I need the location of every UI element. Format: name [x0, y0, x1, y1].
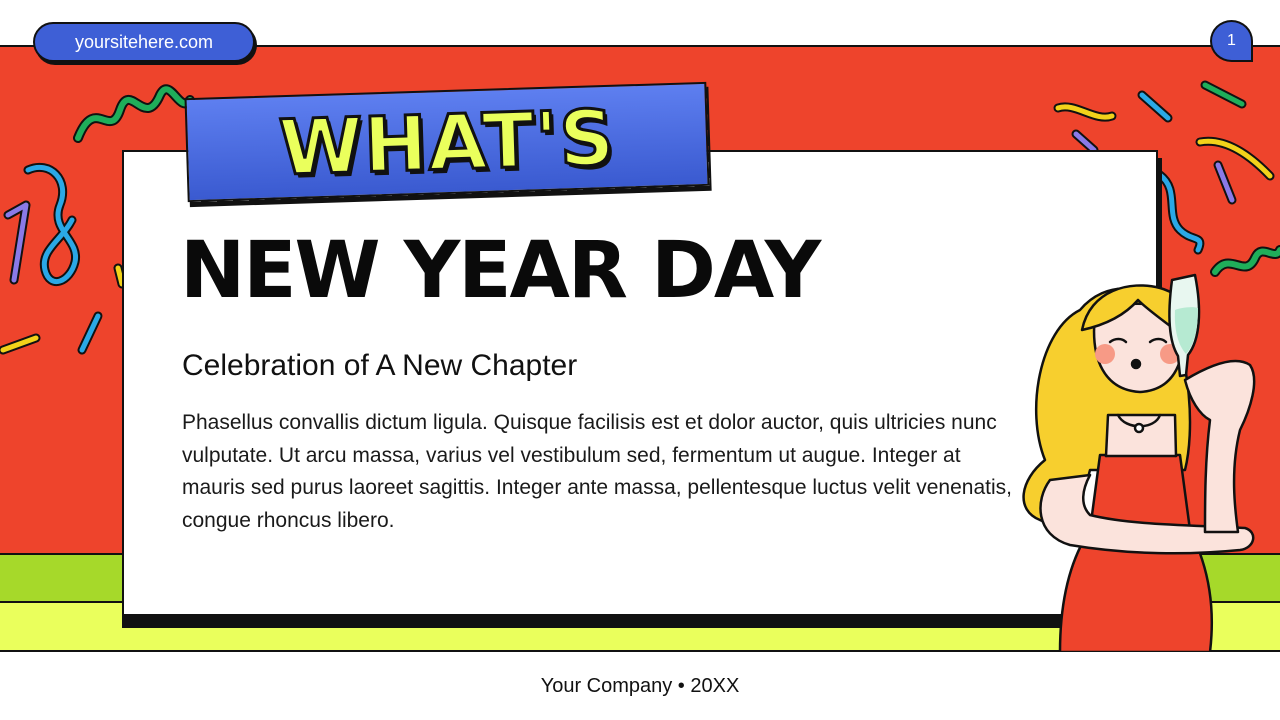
body-paragraph: Phasellus convallis dictum ligula. Quisque facilisis est et dolor auctor, quis ultricies nunc vulputate. Ut arcu massa, varius vel vestibulum sed, fermentum ut augue. Integer at mauris sed purus laoreet sagittis. Integer ante massa, pellentesque luctus velit venenatis, congue rhoncus libero.	[182, 411, 1012, 532]
whats-banner	[184, 82, 709, 202]
page-number-badge: 1	[1210, 20, 1253, 62]
banner-text: WHAT'S	[277, 92, 617, 192]
page-subtitle: Celebration of A New Chapter	[182, 349, 578, 382]
footer-company-year: Your Company • 20XX	[540, 675, 740, 697]
page-title: NEW YEAR DAY	[180, 226, 820, 316]
site-url-pill[interactable]: yoursitehere.com	[33, 22, 255, 62]
woman-with-champagne-illustration-icon	[1010, 270, 1280, 652]
